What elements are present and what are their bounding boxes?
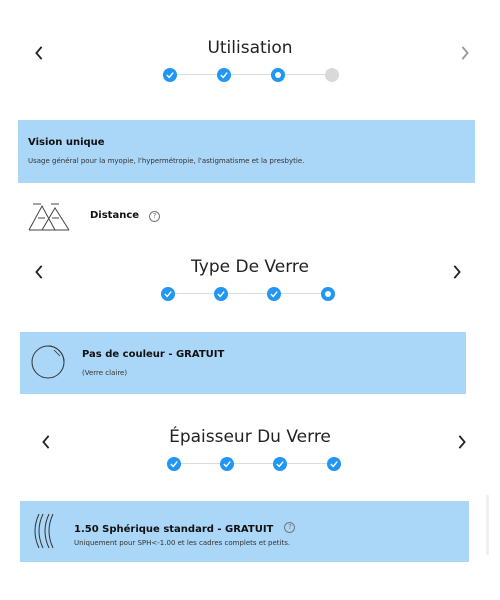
next-arrow-icon[interactable] xyxy=(446,261,468,283)
progress-line xyxy=(181,463,220,464)
distance-row[interactable] xyxy=(26,198,226,234)
step-title: Épaisseur Du Verre xyxy=(169,427,331,447)
option-card-vision-unique[interactable] xyxy=(18,120,475,183)
progress-line xyxy=(234,463,273,464)
step-completed-check-icon xyxy=(167,457,181,471)
progress-line xyxy=(231,74,271,75)
option-title: Vision unique xyxy=(28,137,105,148)
option-description: (Verre claire) xyxy=(82,369,128,377)
help-icon[interactable]: ? xyxy=(284,522,295,533)
mountains-icon xyxy=(28,198,70,232)
step-completed-check-icon xyxy=(214,287,228,301)
step-current-dot xyxy=(271,68,285,82)
step-completed-check-icon xyxy=(161,287,175,301)
step-title: Utilisation xyxy=(207,38,293,58)
lens-thickness-icon xyxy=(30,512,56,550)
step-completed-check-icon xyxy=(327,457,341,471)
progress-line xyxy=(177,74,217,75)
step-completed-check-icon xyxy=(273,457,287,471)
step-completed-check-icon xyxy=(217,68,231,82)
help-icon[interactable]: ? xyxy=(149,211,160,222)
progress-line xyxy=(287,463,327,464)
step-completed-check-icon xyxy=(267,287,281,301)
progress-line xyxy=(285,74,325,75)
option-card-pas-de-couleur[interactable] xyxy=(20,332,466,394)
distance-label: Distance xyxy=(90,210,140,221)
step-title: Type De Verre xyxy=(191,257,309,277)
option-description: Uniquement pour SPH<-1.00 et les cadres complets et petits. xyxy=(74,539,291,547)
option-title: 1.50 Sphérique standard - GRATUIT xyxy=(74,524,274,535)
progress-line xyxy=(281,293,321,294)
progress-line xyxy=(175,293,214,294)
next-arrow-icon[interactable] xyxy=(454,42,476,64)
next-arrow-icon[interactable] xyxy=(451,431,473,453)
progress-line xyxy=(228,293,267,294)
option-title-row xyxy=(74,517,295,536)
step-progress xyxy=(167,457,341,471)
option-title: Pas de couleur - GRATUIT xyxy=(82,349,225,360)
step-progress xyxy=(163,68,339,82)
scrollbar[interactable] xyxy=(486,495,489,555)
step-completed-check-icon xyxy=(163,68,177,82)
step-current-dot xyxy=(321,287,335,301)
option-description: Usage général pour la myopie, l'hypermétropie, l'astigmatisme et la presbytie. xyxy=(28,157,305,165)
step-progress xyxy=(161,287,335,301)
step-completed-check-icon xyxy=(220,457,234,471)
clear-lens-icon xyxy=(30,344,66,380)
option-card-spherique-standard[interactable] xyxy=(20,501,469,562)
step-pending-dot xyxy=(325,68,339,82)
